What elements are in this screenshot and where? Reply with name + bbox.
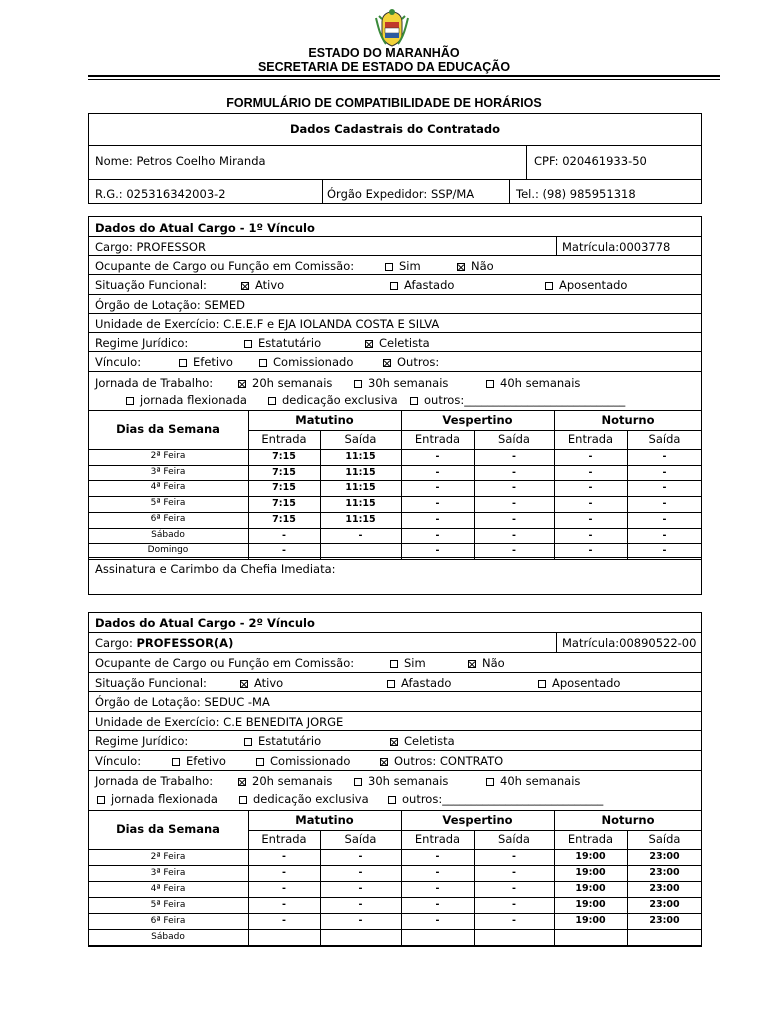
schedule-cell: - (358, 851, 363, 862)
schedule-cell: - (435, 513, 440, 525)
option-label: outros:____________________________ (424, 393, 626, 407)
v2-cargo (95, 636, 233, 650)
divider (88, 672, 702, 673)
checkbox-checked-icon[interactable] (241, 282, 249, 290)
entrada-header: Entrada (261, 832, 307, 846)
v2-cargo-value: PROFESSOR(A) (136, 636, 234, 650)
checkbox-empty-icon[interactable] (410, 397, 418, 405)
divider (88, 313, 702, 314)
schedule-cell: 19:00 (575, 915, 606, 926)
schedule-cell: - (282, 867, 286, 878)
matutino-header: Matutino (295, 813, 354, 827)
weekday-label: 2ª Feira (150, 852, 186, 862)
v2-jornada-20h[interactable] (238, 774, 332, 788)
option-label: dedicação exclusiva (282, 393, 398, 407)
checkbox-checked-icon[interactable] (380, 758, 388, 766)
option-label: Ativo (255, 278, 285, 292)
schedule-cell: 7:15 (272, 482, 296, 494)
v2-orgao-lotacao: Órgão de Lotação: SEDUC -MA (95, 695, 270, 709)
schedule-cell: - (282, 529, 286, 541)
v2-unidade: Unidade de Exercício: C.E BENEDITA JORGE (95, 715, 344, 729)
dias-da-semana-header: Dias da Semana (116, 422, 220, 436)
schedule-cell: - (435, 883, 440, 894)
schedule-cell: - (435, 545, 440, 557)
weekday-label: Domingo (147, 545, 189, 556)
schedule-cell: - (282, 851, 286, 862)
divider (556, 632, 557, 652)
divider (88, 557, 702, 558)
checkbox-empty-icon[interactable] (385, 263, 393, 271)
v1-jornada-flex[interactable] (126, 393, 247, 407)
schedule-cell (248, 929, 320, 945)
option-label: 30h semanais (368, 774, 449, 788)
header-rule-thin (88, 79, 720, 80)
grid-line (88, 559, 702, 560)
checkbox-empty-icon[interactable] (268, 397, 276, 405)
checkbox-empty-icon[interactable] (486, 778, 494, 786)
nome-field: Nome: Petros Coelho Miranda (95, 154, 266, 168)
weekday-label: 3ª Feira (150, 868, 186, 878)
checkbox-empty-icon[interactable] (486, 380, 494, 388)
v1-vinculo-label: Vínculo: (95, 355, 142, 369)
schedule-cell: - (662, 529, 667, 541)
schedule-cell: 19:00 (575, 851, 606, 862)
v1-jornada-label: Jornada de Trabalho: (95, 376, 214, 390)
option-label: jornada flexionada (111, 792, 218, 806)
saida-header: Saída (498, 832, 530, 846)
schedule-cell: 11:15 (345, 513, 376, 525)
divider (88, 179, 702, 180)
schedule-cell (401, 929, 474, 945)
option-label: 40h semanais (500, 376, 581, 390)
schedule-cell: - (358, 899, 363, 910)
checkbox-empty-icon[interactable] (390, 660, 398, 668)
schedule-cell: 7:15 (272, 466, 296, 478)
option-label: Sim (404, 656, 426, 670)
v2-vinculo-efetivo[interactable] (172, 754, 226, 768)
weekday-label: 6ª Feira (150, 513, 186, 524)
schedule-cell: - (512, 545, 516, 557)
divider (509, 179, 510, 204)
divider (88, 632, 702, 633)
schedule-cell: - (512, 498, 516, 510)
v2-jornada-flex[interactable] (97, 792, 218, 806)
v1-cargo: Cargo: PROFESSOR (95, 240, 206, 254)
schedule-cell: - (435, 867, 440, 878)
schedule-cell: 11:15 (345, 482, 376, 494)
schedule-cell: - (588, 545, 593, 557)
v2-regime-label: Regime Jurídico: (95, 734, 189, 748)
weekday-label: 5ª Feira (150, 498, 186, 509)
v2-cargo-label: Cargo: (95, 636, 137, 650)
schedule-cell: - (512, 915, 516, 926)
schedule-cell: - (588, 451, 593, 462)
schedule-cell: - (662, 482, 667, 494)
checkbox-empty-icon[interactable] (387, 680, 395, 688)
v2-situacao-ativo[interactable] (240, 676, 283, 690)
checkbox-empty-icon[interactable] (354, 380, 362, 388)
checkbox-checked-icon[interactable] (365, 340, 373, 348)
weekday-label: 5ª Feira (150, 900, 186, 910)
v1-vinculo-outros[interactable] (383, 355, 439, 369)
weekday-label: 2ª Feira (150, 451, 186, 461)
v1-regime-estatutario[interactable] (244, 336, 321, 350)
schedule-cell: - (435, 498, 440, 510)
entrada-header: Entrada (261, 432, 307, 446)
v2-comissao-nao[interactable] (468, 656, 505, 670)
v2-jornada-dedicacao[interactable] (239, 792, 369, 806)
schedule-cell: 7:15 (272, 513, 296, 525)
schedule-cell: - (282, 899, 286, 910)
saida-header: Saída (498, 432, 530, 446)
schedule-cell: - (512, 451, 516, 462)
divider (88, 274, 702, 275)
checkbox-checked-icon[interactable] (457, 263, 465, 271)
schedule-cell: 11:15 (345, 466, 376, 478)
schedule-cell: - (588, 513, 593, 525)
option-label: 20h semanais (252, 774, 333, 788)
weekday-label: 4ª Feira (150, 884, 186, 894)
maranhao-coat-of-arms-icon (373, 8, 411, 48)
v1-assinatura: Assinatura e Carimbo da Chefia Imediata: (95, 562, 336, 576)
schedule-cell: - (512, 867, 516, 878)
divider (88, 371, 702, 372)
checkbox-empty-icon[interactable] (244, 340, 252, 348)
saida-header: Saída (648, 832, 681, 846)
schedule-cell: - (435, 529, 440, 541)
v2-jornada-label: Jornada de Trabalho: (95, 774, 214, 788)
divider (88, 652, 702, 653)
schedule-cell: - (435, 482, 440, 494)
weekday-label: 6ª Feira (150, 916, 186, 926)
v2-situacao-label: Situação Funcional: (95, 676, 207, 690)
divider (88, 351, 702, 352)
v2-regime-celetista[interactable] (390, 734, 455, 748)
option-label: Efetivo (193, 355, 233, 369)
divider (88, 770, 702, 771)
noturno-header: Noturno (601, 813, 655, 827)
schedule-cell: 7:15 (272, 498, 296, 510)
option-label: Aposentado (559, 278, 628, 292)
schedule-cell: 11:15 (345, 498, 376, 510)
rg-field: R.G.: 025316342003-2 (95, 187, 226, 201)
checkbox-empty-icon[interactable] (538, 680, 546, 688)
option-label: Não (482, 656, 505, 670)
entrada-header: Entrada (414, 432, 461, 446)
checkbox-empty-icon[interactable] (97, 796, 105, 804)
option-label: Afastado (404, 278, 455, 292)
schedule-cell: - (662, 466, 667, 478)
schedule-cell: - (662, 545, 667, 557)
v1-jornada-outros[interactable] (410, 393, 625, 407)
option-label: 40h semanais (500, 774, 581, 788)
v1-situacao-afastado[interactable] (390, 278, 454, 292)
v1-unidade: Unidade de Exercício: C.E.E.F e EJA IOLANDA COSTA E SILVA (95, 317, 440, 331)
schedule-cell: - (358, 915, 363, 926)
v1-jornada-40h[interactable] (486, 376, 580, 390)
schedule-cell (554, 929, 627, 945)
divider (322, 179, 323, 204)
schedule-cell: 7:15 (272, 451, 296, 462)
weekday-label: 3ª Feira (150, 466, 186, 477)
v1-comissao-sim[interactable] (385, 259, 421, 273)
checkbox-checked-icon[interactable] (383, 359, 391, 367)
schedule-cell (320, 929, 401, 945)
divider (88, 691, 702, 692)
schedule-cell: - (435, 915, 440, 926)
weekday-label: Sábado (151, 529, 185, 540)
checkbox-empty-icon[interactable] (179, 359, 187, 367)
schedule-cell (474, 929, 554, 945)
v2-jornada-30h[interactable] (354, 774, 448, 788)
v1-jornada-30h[interactable] (354, 376, 448, 390)
option-label: 20h semanais (252, 376, 333, 390)
checkbox-empty-icon[interactable] (172, 758, 180, 766)
divider (556, 236, 557, 255)
state-title: ESTADO DO MARANHÃO (308, 46, 460, 60)
schedule-cell: - (512, 466, 516, 478)
schedule-cell: - (358, 867, 363, 878)
dias-da-semana-header: Dias da Semana (116, 822, 220, 836)
entrada-header: Entrada (567, 832, 614, 846)
v1-vinculo-efetivo[interactable] (179, 355, 233, 369)
grid-line (88, 945, 702, 946)
option-label: Sim (399, 259, 421, 273)
schedule-cell: 23:00 (649, 867, 680, 878)
divider (88, 750, 702, 751)
schedule-cell: 11:15 (345, 451, 376, 462)
weekday-label: Sábado (151, 932, 185, 942)
v1-jornada-20h[interactable] (238, 376, 332, 390)
checkbox-empty-icon[interactable] (354, 778, 362, 786)
form-title: FORMULÁRIO DE COMPATIBILIDADE DE HORÁRIOS (226, 96, 542, 110)
saida-header: Saída (344, 432, 377, 446)
schedule-cell: 19:00 (575, 867, 606, 878)
option-label: Celetista (379, 336, 430, 350)
v2-comissao-label: Ocupante de Cargo ou Função em Comissão: (95, 656, 355, 670)
v2-comissao-sim[interactable] (390, 656, 426, 670)
v1-regime-label: Regime Jurídico: (95, 336, 189, 350)
v1-comissao-nao[interactable] (457, 259, 494, 273)
v1-situacao-label: Situação Funcional: (95, 278, 207, 292)
option-label: Efetivo (186, 754, 226, 768)
vinculo1-title: Dados do Atual Cargo - 1º Vínculo (95, 221, 315, 235)
option-label: Afastado (401, 676, 452, 690)
option-label: Estatutário (258, 336, 322, 350)
header-rule-thick (88, 75, 720, 77)
checkbox-checked-icon[interactable] (390, 738, 398, 746)
schedule-cell: - (435, 466, 440, 478)
schedule-cell: - (512, 482, 516, 494)
schedule-cell: 23:00 (649, 899, 680, 910)
checkbox-empty-icon[interactable] (239, 796, 247, 804)
option-label: jornada flexionada (140, 393, 247, 407)
option-label: Ativo (254, 676, 284, 690)
vespertino-header: Vespertino (442, 813, 513, 827)
entrada-header: Entrada (567, 432, 614, 446)
checkbox-empty-icon[interactable] (545, 282, 553, 290)
schedule-cell: - (512, 529, 516, 541)
v2-matricula: Matrícula:00890522-00 (562, 636, 697, 650)
schedule-cell: - (435, 451, 440, 462)
option-label: outros:____________________________ (402, 792, 604, 806)
v2-situacao-afastado[interactable] (387, 676, 451, 690)
schedule-cell: - (435, 899, 440, 910)
schedule-cell: - (282, 915, 286, 926)
schedule-cell: - (512, 883, 516, 894)
schedule-cell: - (662, 498, 667, 510)
vespertino-header: Vespertino (442, 413, 513, 427)
schedule-cell: 23:00 (649, 883, 680, 894)
cadastro-title: Dados Cadastrais do Contratado (289, 122, 501, 136)
schedule-cell: - (512, 899, 516, 910)
schedule-cell: 23:00 (649, 915, 680, 926)
option-label: Estatutário (258, 734, 322, 748)
vinculo2-title: Dados do Atual Cargo - 2º Vínculo (95, 616, 315, 630)
option-label: Não (471, 259, 494, 273)
v1-orgao-lotacao: Órgão de Lotação: SEMED (95, 298, 245, 312)
schedule-cell: 19:00 (575, 899, 606, 910)
cpf-field: CPF: 020461933-50 (534, 154, 647, 168)
divider (88, 236, 702, 237)
schedule-cell: - (512, 851, 516, 862)
divider (88, 332, 702, 333)
schedule-cell: - (662, 513, 667, 525)
checkbox-checked-icon[interactable] (468, 660, 476, 668)
v1-comissao-label: Ocupante de Cargo ou Função em Comissão: (95, 259, 355, 273)
option-label: 30h semanais (368, 376, 449, 390)
schedule-cell: - (588, 529, 593, 541)
v2-jornada-outros[interactable] (388, 792, 603, 806)
v2-jornada-40h[interactable] (486, 774, 580, 788)
v2-situacao-aposentado[interactable] (538, 676, 620, 690)
v2-vinculo-outros[interactable] (380, 754, 503, 768)
schedule-cell: - (588, 482, 593, 494)
schedule-cell: 23:00 (649, 851, 680, 862)
checkbox-checked-icon[interactable] (238, 380, 246, 388)
schedule-cell: 19:00 (575, 883, 606, 894)
v2-regime-estatutario[interactable] (244, 734, 321, 748)
checkbox-empty-icon[interactable] (259, 359, 267, 367)
schedule-cell: - (588, 498, 593, 510)
checkbox-empty-icon[interactable] (244, 738, 252, 746)
schedule-cell: - (662, 451, 667, 462)
schedule-cell: - (282, 883, 286, 894)
v2-vinculo-label: Vínculo: (95, 754, 142, 768)
schedule-cell: - (435, 851, 440, 862)
saida-header: Saída (648, 432, 681, 446)
option-label: Celetista (404, 734, 455, 748)
weekday-label: 4ª Feira (150, 482, 186, 493)
v1-situacao-ativo[interactable] (241, 278, 284, 292)
orgao-expedidor-field: Órgão Expedidor: SSP/MA (327, 187, 475, 201)
option-label: Comissionado (273, 355, 354, 369)
divider (526, 145, 527, 179)
checkbox-empty-icon[interactable] (126, 397, 134, 405)
secretariat-title: SECRETARIA DE ESTADO DA EDUCAÇÃO (257, 60, 511, 74)
option-label: dedicação exclusiva (253, 792, 369, 806)
v1-regime-celetista[interactable] (365, 336, 430, 350)
tel-field: Tel.: (98) 985951318 (516, 187, 636, 201)
checkbox-checked-icon[interactable] (240, 680, 248, 688)
saida-header: Saída (344, 832, 377, 846)
schedule-cell: - (358, 883, 363, 894)
divider (88, 255, 702, 256)
divider (88, 730, 702, 731)
checkbox-empty-icon[interactable] (388, 796, 396, 804)
entrada-header: Entrada (414, 832, 461, 846)
v1-situacao-aposentado[interactable] (545, 278, 627, 292)
option-label: Aposentado (552, 676, 621, 690)
v1-jornada-dedicacao[interactable] (268, 393, 398, 407)
checkbox-checked-icon[interactable] (238, 778, 246, 786)
schedule-cell (627, 929, 702, 945)
divider (88, 711, 702, 712)
noturno-header: Noturno (601, 413, 655, 427)
v2-vinculo-comissionado[interactable] (256, 754, 350, 768)
checkbox-empty-icon[interactable] (390, 282, 398, 290)
divider (88, 294, 702, 295)
checkbox-empty-icon[interactable] (256, 758, 264, 766)
schedule-cell: - (512, 513, 516, 525)
schedule-cell: - (358, 529, 363, 541)
option-label: Outros: CONTRATO (394, 754, 504, 768)
v1-vinculo-comissionado[interactable] (259, 355, 353, 369)
v1-matricula: Matrícula:0003778 (562, 240, 671, 254)
matutino-header: Matutino (295, 413, 354, 427)
divider (88, 145, 702, 146)
option-label: Outros: (397, 355, 440, 369)
schedule-cell: - (588, 466, 593, 478)
schedule-cell: - (282, 545, 286, 557)
option-label: Comissionado (270, 754, 351, 768)
